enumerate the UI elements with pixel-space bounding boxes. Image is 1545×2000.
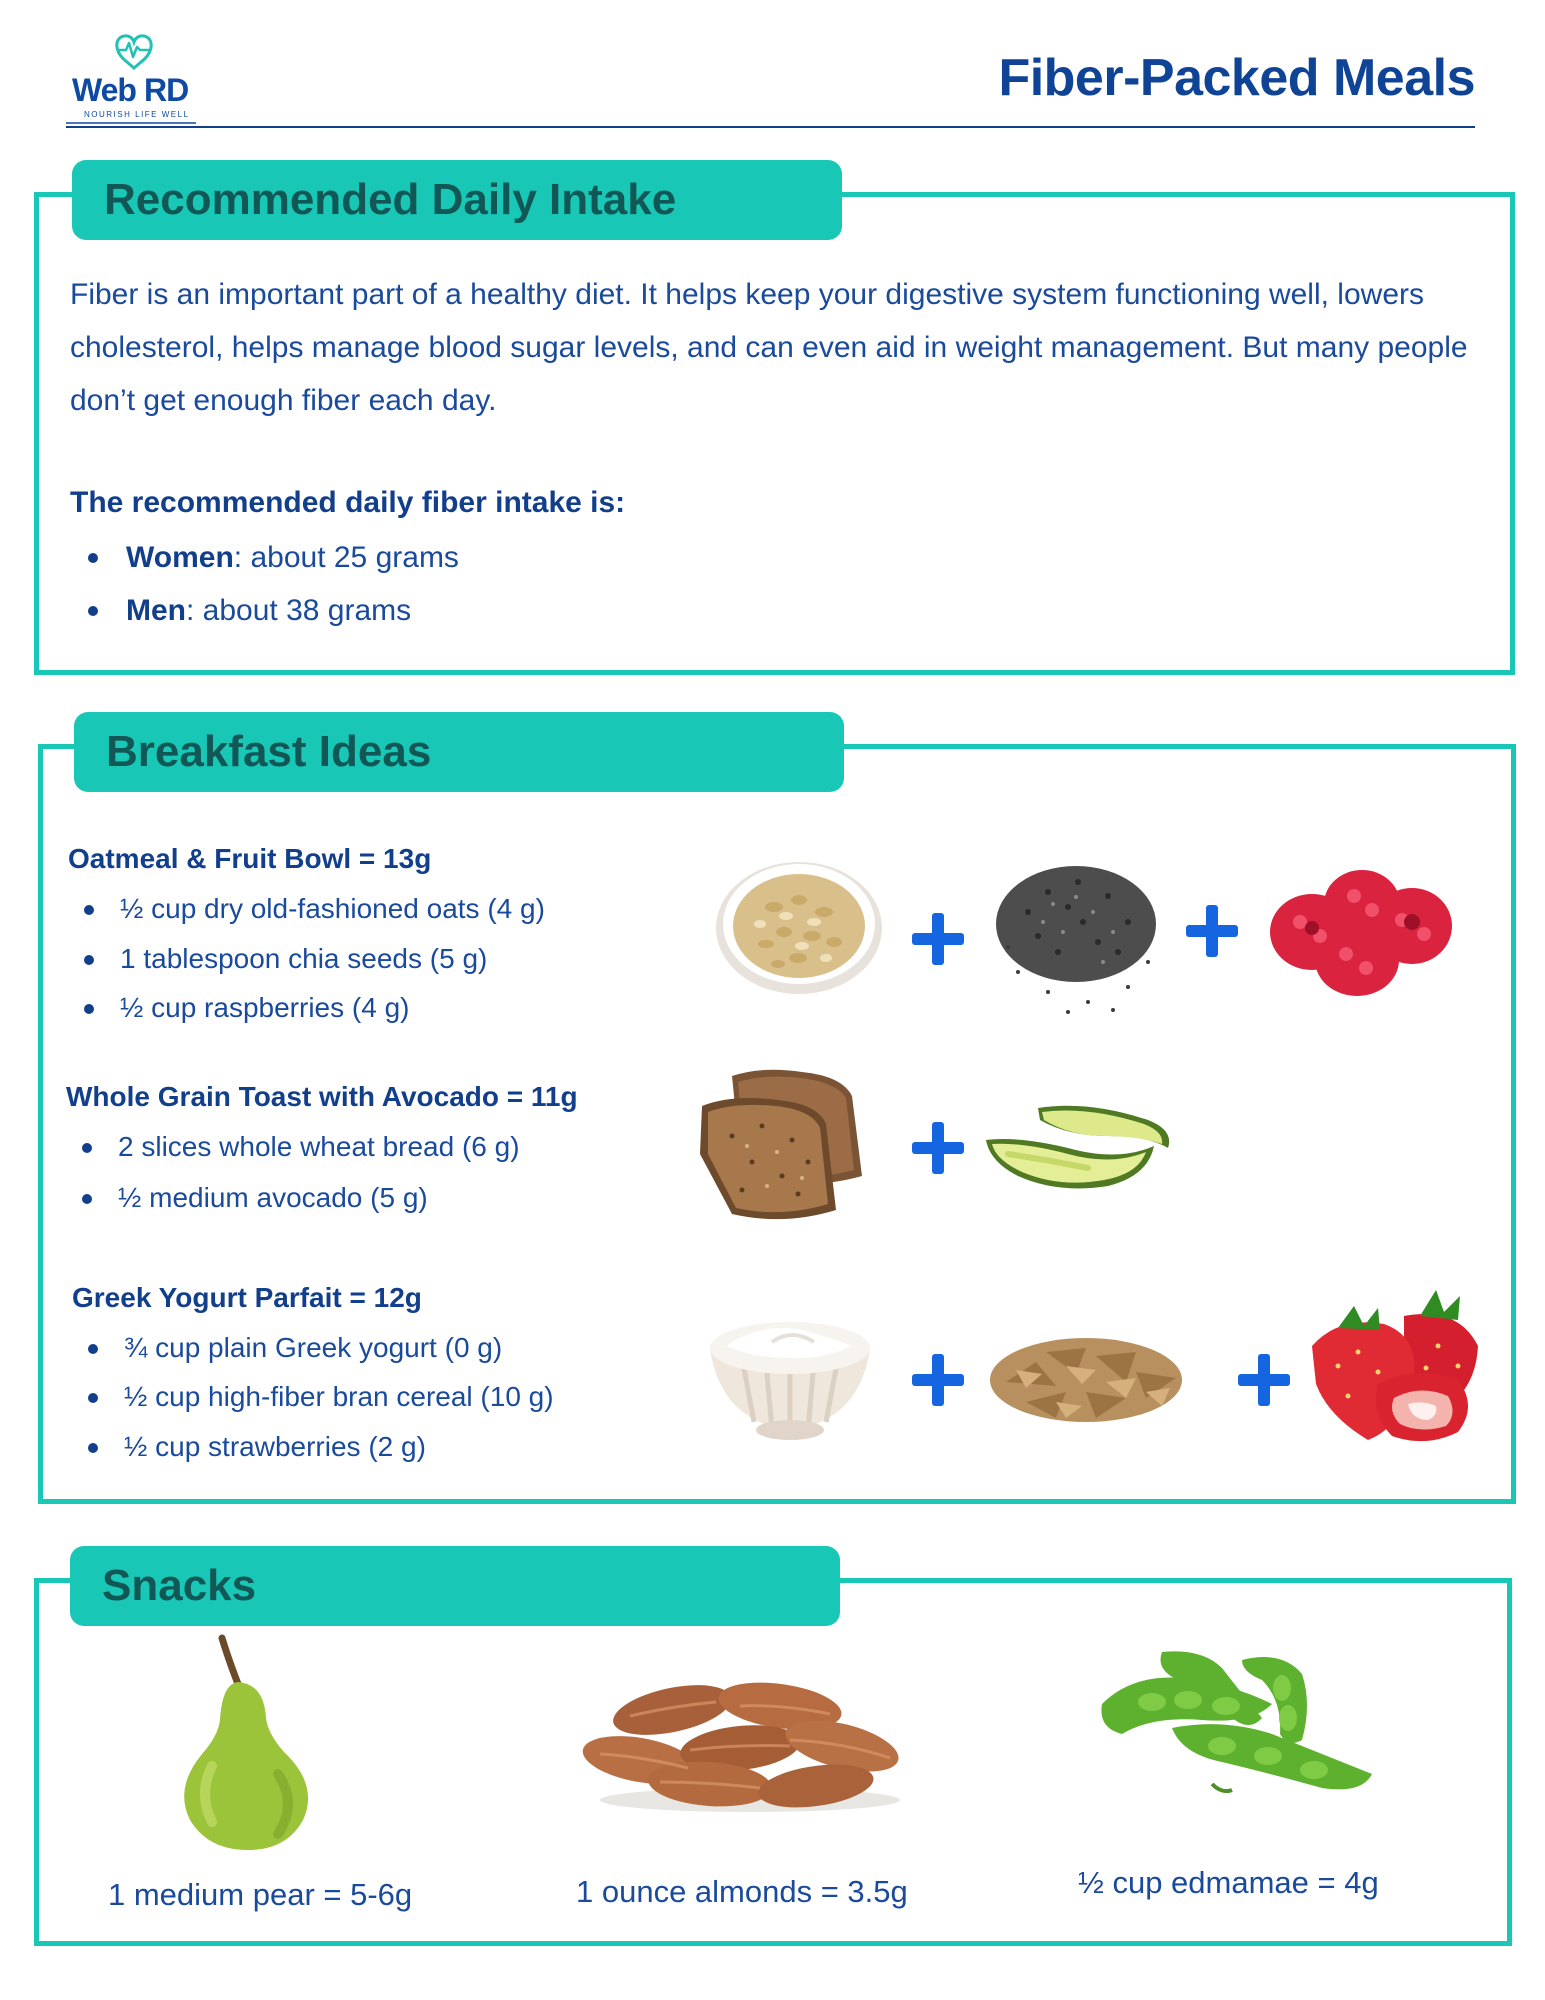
bullet-dot bbox=[88, 553, 98, 563]
yogurt-bowl-icon bbox=[702, 1302, 877, 1447]
oats-bowl-icon bbox=[714, 852, 884, 997]
intake-intro-text: Fiber is an important part of a healthy diet. It helps keep your digestive system functioning well, lowers cholesterol, helps manage blood sugar levels, and can even aid in weight management. But many people don’t get enough fiber each day. bbox=[70, 278, 1468, 417]
intake-section-tab: Recommended Daily Intake bbox=[72, 160, 842, 240]
intake-heading: The recommended daily fiber intake is: bbox=[70, 486, 626, 519]
meal-ingredient: 1 tablespoon chia seeds (5 g) bbox=[120, 943, 487, 975]
bullet-dot bbox=[84, 1004, 94, 1014]
bullet-dot bbox=[88, 1344, 98, 1354]
intake-item-women bbox=[126, 541, 459, 575]
chia-seeds-icon bbox=[988, 852, 1163, 1022]
bullet-dot bbox=[84, 955, 94, 965]
bullet-dot bbox=[82, 1143, 92, 1153]
plus-icon bbox=[912, 913, 964, 965]
logo-wordmark: Web RD bbox=[72, 72, 189, 108]
bran-cereal-icon bbox=[986, 1322, 1186, 1427]
header-divider bbox=[66, 126, 1475, 128]
page-title: Fiber-Packed Meals bbox=[998, 49, 1475, 107]
edamame-icon bbox=[1092, 1644, 1392, 1804]
meal-ingredient: ½ cup strawberries (2 g) bbox=[124, 1431, 426, 1463]
meal-title: Oatmeal & Fruit Bowl = 13g bbox=[68, 843, 432, 874]
meal-ingredient: ½ cup high-fiber bran cereal (10 g) bbox=[124, 1381, 554, 1413]
bullet-dot bbox=[88, 606, 98, 616]
almonds-icon bbox=[580, 1670, 920, 1820]
snacks-section-tab: Snacks bbox=[70, 1546, 840, 1626]
meal-ingredient: ½ cup raspberries (4 g) bbox=[120, 992, 409, 1024]
pear-icon bbox=[168, 1634, 328, 1854]
meal-ingredient: ¾ cup plain Greek yogurt (0 g) bbox=[124, 1332, 502, 1364]
intake-item-value: : about 38 grams bbox=[186, 594, 412, 627]
bullet-dot bbox=[84, 905, 94, 915]
snack-caption-almonds: 1 ounce almonds = 3.5g bbox=[576, 1874, 908, 1909]
plus-icon bbox=[1238, 1354, 1290, 1406]
meal-title: Greek Yogurt Parfait = 12g bbox=[72, 1282, 422, 1313]
intake-item-label: Women bbox=[126, 541, 234, 574]
meal-ingredient: ½ medium avocado (5 g) bbox=[118, 1182, 428, 1214]
raspberries-icon bbox=[1262, 862, 1462, 1002]
intake-item-label: Men bbox=[126, 594, 186, 627]
snack-caption-pear: 1 medium pear = 5-6g bbox=[108, 1877, 413, 1912]
plus-icon bbox=[912, 1122, 964, 1174]
meal-title: Whole Grain Toast with Avocado = 11g bbox=[66, 1081, 578, 1112]
bullet-dot bbox=[88, 1393, 98, 1403]
breakfast-section-tab: Breakfast Ideas bbox=[74, 712, 844, 792]
meal-ingredient: 2 slices whole wheat bread (6 g) bbox=[118, 1131, 520, 1163]
plus-icon bbox=[1186, 905, 1238, 957]
meal-ingredient: ½ cup dry old-fashioned oats (4 g) bbox=[120, 893, 545, 925]
plus-icon bbox=[912, 1354, 964, 1406]
toast-icon bbox=[692, 1066, 887, 1226]
snack-caption-edamame: ½ cup edmamae = 4g bbox=[1078, 1865, 1379, 1900]
intake-item-value: : about 25 grams bbox=[233, 541, 459, 574]
logo-tagline: NOURISH LIFE WELL bbox=[84, 110, 190, 119]
avocado-icon bbox=[978, 1096, 1183, 1196]
intake-item-men bbox=[126, 594, 411, 628]
bullet-dot bbox=[88, 1443, 98, 1453]
strawberries-icon bbox=[1308, 1276, 1488, 1451]
bullet-dot bbox=[82, 1194, 92, 1204]
